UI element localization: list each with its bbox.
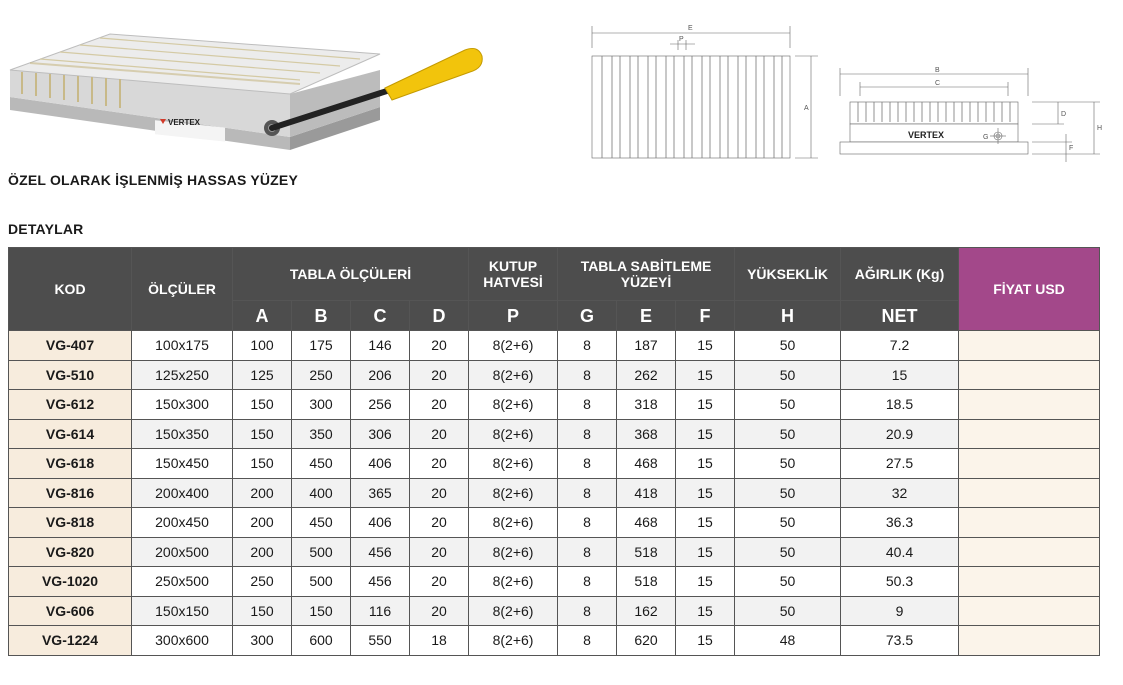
header-c: C bbox=[351, 301, 410, 331]
cell-e: 620 bbox=[617, 626, 676, 656]
cell-e: 418 bbox=[617, 478, 676, 508]
cell-olculer: 300x600 bbox=[132, 626, 233, 656]
cell-b: 450 bbox=[292, 508, 351, 538]
table-row bbox=[9, 331, 1100, 361]
cell-fiyat bbox=[959, 508, 1100, 538]
cell-kod: VG-612 bbox=[9, 390, 132, 420]
cell-g: 8 bbox=[558, 537, 617, 567]
cell-d: 20 bbox=[410, 360, 469, 390]
cell-olculer: 150x150 bbox=[132, 596, 233, 626]
header-tabla-sabitleme: TABLA SABİTLEME YÜZEYİ bbox=[558, 248, 735, 301]
cell-f: 15 bbox=[676, 478, 735, 508]
cell-c: 146 bbox=[351, 331, 410, 361]
header-tabla-olculeri: TABLA ÖLÇÜLERİ bbox=[233, 248, 469, 301]
header-g: G bbox=[558, 301, 617, 331]
cell-c: 116 bbox=[351, 596, 410, 626]
cell-h: 50 bbox=[735, 537, 841, 567]
cell-a: 300 bbox=[233, 626, 292, 656]
spec-table bbox=[8, 247, 1100, 656]
side-brand-label: VERTEX bbox=[908, 130, 945, 140]
cell-e: 187 bbox=[617, 331, 676, 361]
cell-b: 450 bbox=[292, 449, 351, 479]
cell-kod: VG-820 bbox=[9, 537, 132, 567]
cell-olculer: 200x400 bbox=[132, 478, 233, 508]
cell-b: 500 bbox=[292, 537, 351, 567]
cell-c: 456 bbox=[351, 567, 410, 597]
dim-label-c: C bbox=[935, 80, 941, 87]
dim-label-b: B bbox=[935, 67, 940, 74]
cell-kod: VG-816 bbox=[9, 478, 132, 508]
cell-a: 150 bbox=[233, 449, 292, 479]
table-row bbox=[9, 567, 1100, 597]
cell-f: 15 bbox=[676, 626, 735, 656]
cell-fiyat bbox=[959, 449, 1100, 479]
cell-h: 50 bbox=[735, 596, 841, 626]
cell-b: 300 bbox=[292, 390, 351, 420]
cell-p: 8(2+6) bbox=[469, 596, 558, 626]
cell-g: 8 bbox=[558, 478, 617, 508]
table-row bbox=[9, 537, 1100, 567]
cell-g: 8 bbox=[558, 596, 617, 626]
cell-kod: VG-606 bbox=[9, 596, 132, 626]
cell-p: 8(2+6) bbox=[469, 390, 558, 420]
cell-net: 9 bbox=[841, 596, 959, 626]
cell-c: 550 bbox=[351, 626, 410, 656]
cell-g: 8 bbox=[558, 626, 617, 656]
table-row bbox=[9, 626, 1100, 656]
cell-olculer: 100x175 bbox=[132, 331, 233, 361]
header-fiyat: FİYAT USD bbox=[959, 248, 1100, 331]
cell-h: 50 bbox=[735, 478, 841, 508]
cell-f: 15 bbox=[676, 331, 735, 361]
header-olculer: ÖLÇÜLER bbox=[132, 248, 233, 331]
cell-kod: VG-1224 bbox=[9, 626, 132, 656]
cell-a: 150 bbox=[233, 390, 292, 420]
cell-kod: VG-1020 bbox=[9, 567, 132, 597]
header-kutup-hatvesi: KUTUP HATVESİ bbox=[469, 248, 558, 301]
header-yukseklik: YÜKSEKLİK bbox=[735, 248, 841, 301]
cell-e: 468 bbox=[617, 449, 676, 479]
cell-olculer: 200x450 bbox=[132, 508, 233, 538]
table-row bbox=[9, 360, 1100, 390]
cell-d: 20 bbox=[410, 596, 469, 626]
header-h: H bbox=[735, 301, 841, 331]
cell-net: 36.3 bbox=[841, 508, 959, 538]
dim-label-g: G bbox=[983, 134, 989, 141]
cell-net: 15 bbox=[841, 360, 959, 390]
dim-label-h: H bbox=[1097, 125, 1103, 132]
cell-f: 15 bbox=[676, 537, 735, 567]
surface-heading: ÖZEL OLARAK İŞLENMİŞ HASSAS YÜZEY bbox=[8, 172, 299, 188]
cell-net: 32 bbox=[841, 478, 959, 508]
cell-c: 456 bbox=[351, 537, 410, 567]
cell-b: 250 bbox=[292, 360, 351, 390]
cell-p: 8(2+6) bbox=[469, 567, 558, 597]
cell-a: 125 bbox=[233, 360, 292, 390]
cell-f: 15 bbox=[676, 508, 735, 538]
dim-label-p: P bbox=[679, 36, 684, 43]
cell-net: 20.9 bbox=[841, 419, 959, 449]
cell-net: 73.5 bbox=[841, 626, 959, 656]
cell-fiyat bbox=[959, 360, 1100, 390]
header-d: D bbox=[410, 301, 469, 331]
cell-b: 150 bbox=[292, 596, 351, 626]
cell-fiyat bbox=[959, 626, 1100, 656]
cell-p: 8(2+6) bbox=[469, 626, 558, 656]
cell-h: 50 bbox=[735, 449, 841, 479]
cell-b: 350 bbox=[292, 419, 351, 449]
header-b: B bbox=[292, 301, 351, 331]
cell-b: 400 bbox=[292, 478, 351, 508]
cell-kod: VG-818 bbox=[9, 508, 132, 538]
cell-e: 468 bbox=[617, 508, 676, 538]
details-heading: DETAYLAR bbox=[8, 221, 84, 237]
cell-kod: VG-407 bbox=[9, 331, 132, 361]
cell-g: 8 bbox=[558, 360, 617, 390]
cell-a: 200 bbox=[233, 478, 292, 508]
cell-f: 15 bbox=[676, 360, 735, 390]
cell-h: 50 bbox=[735, 390, 841, 420]
cell-olculer: 200x500 bbox=[132, 537, 233, 567]
cell-net: 27.5 bbox=[841, 449, 959, 479]
table-row bbox=[9, 478, 1100, 508]
cell-f: 15 bbox=[676, 390, 735, 420]
cell-d: 20 bbox=[410, 390, 469, 420]
cell-e: 518 bbox=[617, 537, 676, 567]
cell-c: 256 bbox=[351, 390, 410, 420]
cell-p: 8(2+6) bbox=[469, 419, 558, 449]
cell-kod: VG-614 bbox=[9, 419, 132, 449]
cell-olculer: 150x350 bbox=[132, 419, 233, 449]
cell-a: 200 bbox=[233, 508, 292, 538]
cell-g: 8 bbox=[558, 567, 617, 597]
cell-h: 50 bbox=[735, 331, 841, 361]
cell-olculer: 150x300 bbox=[132, 390, 233, 420]
cell-h: 50 bbox=[735, 360, 841, 390]
cell-h: 50 bbox=[735, 567, 841, 597]
dim-label-f: F bbox=[1069, 145, 1074, 152]
top-view-drawing bbox=[585, 18, 825, 168]
cell-d: 20 bbox=[410, 567, 469, 597]
cell-fiyat bbox=[959, 390, 1100, 420]
cell-p: 8(2+6) bbox=[469, 449, 558, 479]
cell-g: 8 bbox=[558, 419, 617, 449]
cell-b: 500 bbox=[292, 567, 351, 597]
cell-net: 18.5 bbox=[841, 390, 959, 420]
header-net: NET bbox=[841, 301, 959, 331]
cell-net: 7.2 bbox=[841, 331, 959, 361]
dim-label-d: D bbox=[1061, 111, 1067, 118]
cell-g: 8 bbox=[558, 508, 617, 538]
brand-label: VERTEX bbox=[168, 118, 201, 127]
cell-a: 150 bbox=[233, 596, 292, 626]
table-row bbox=[9, 390, 1100, 420]
cell-olculer: 125x250 bbox=[132, 360, 233, 390]
table-row bbox=[9, 508, 1100, 538]
cell-fiyat bbox=[959, 419, 1100, 449]
table-row bbox=[9, 449, 1100, 479]
cell-c: 365 bbox=[351, 478, 410, 508]
cell-net: 40.4 bbox=[841, 537, 959, 567]
cell-f: 15 bbox=[676, 419, 735, 449]
cell-b: 600 bbox=[292, 626, 351, 656]
cell-kod: VG-618 bbox=[9, 449, 132, 479]
cell-p: 8(2+6) bbox=[469, 537, 558, 567]
table-row bbox=[9, 596, 1100, 626]
cell-p: 8(2+6) bbox=[469, 360, 558, 390]
cell-e: 318 bbox=[617, 390, 676, 420]
cell-d: 20 bbox=[410, 419, 469, 449]
cell-fiyat bbox=[959, 596, 1100, 626]
header-kod: KOD bbox=[9, 248, 132, 331]
cell-e: 368 bbox=[617, 419, 676, 449]
header-p: P bbox=[469, 301, 558, 331]
cell-d: 20 bbox=[410, 449, 469, 479]
cell-a: 200 bbox=[233, 537, 292, 567]
cell-b: 175 bbox=[292, 331, 351, 361]
header-a: A bbox=[233, 301, 292, 331]
cell-g: 8 bbox=[558, 331, 617, 361]
cell-h: 48 bbox=[735, 626, 841, 656]
cell-fiyat bbox=[959, 567, 1100, 597]
cell-olculer: 250x500 bbox=[132, 567, 233, 597]
cell-kod: VG-510 bbox=[9, 360, 132, 390]
cell-a: 150 bbox=[233, 419, 292, 449]
cell-olculer: 150x450 bbox=[132, 449, 233, 479]
cell-f: 15 bbox=[676, 449, 735, 479]
cell-f: 15 bbox=[676, 567, 735, 597]
cell-fiyat bbox=[959, 537, 1100, 567]
side-view-drawing bbox=[832, 62, 1112, 162]
cell-d: 18 bbox=[410, 626, 469, 656]
cell-h: 50 bbox=[735, 508, 841, 538]
cell-c: 406 bbox=[351, 449, 410, 479]
cell-e: 518 bbox=[617, 567, 676, 597]
dim-label-a: A bbox=[804, 105, 809, 112]
cell-fiyat bbox=[959, 331, 1100, 361]
product-photo bbox=[0, 12, 500, 152]
cell-e: 262 bbox=[617, 360, 676, 390]
header-e: E bbox=[617, 301, 676, 331]
cell-p: 8(2+6) bbox=[469, 331, 558, 361]
header-f: F bbox=[676, 301, 735, 331]
cell-f: 15 bbox=[676, 596, 735, 626]
cell-c: 406 bbox=[351, 508, 410, 538]
dim-label-e: E bbox=[688, 25, 693, 32]
cell-g: 8 bbox=[558, 449, 617, 479]
cell-p: 8(2+6) bbox=[469, 478, 558, 508]
cell-p: 8(2+6) bbox=[469, 508, 558, 538]
cell-fiyat bbox=[959, 478, 1100, 508]
cell-d: 20 bbox=[410, 508, 469, 538]
header-agirlik: AĞIRLIK (Kg) bbox=[841, 248, 959, 301]
cell-g: 8 bbox=[558, 390, 617, 420]
cell-c: 306 bbox=[351, 419, 410, 449]
cell-e: 162 bbox=[617, 596, 676, 626]
cell-d: 20 bbox=[410, 478, 469, 508]
table-row bbox=[9, 419, 1100, 449]
cell-c: 206 bbox=[351, 360, 410, 390]
cell-d: 20 bbox=[410, 331, 469, 361]
cell-d: 20 bbox=[410, 537, 469, 567]
cell-a: 100 bbox=[233, 331, 292, 361]
cell-net: 50.3 bbox=[841, 567, 959, 597]
cell-a: 250 bbox=[233, 567, 292, 597]
cell-h: 50 bbox=[735, 419, 841, 449]
